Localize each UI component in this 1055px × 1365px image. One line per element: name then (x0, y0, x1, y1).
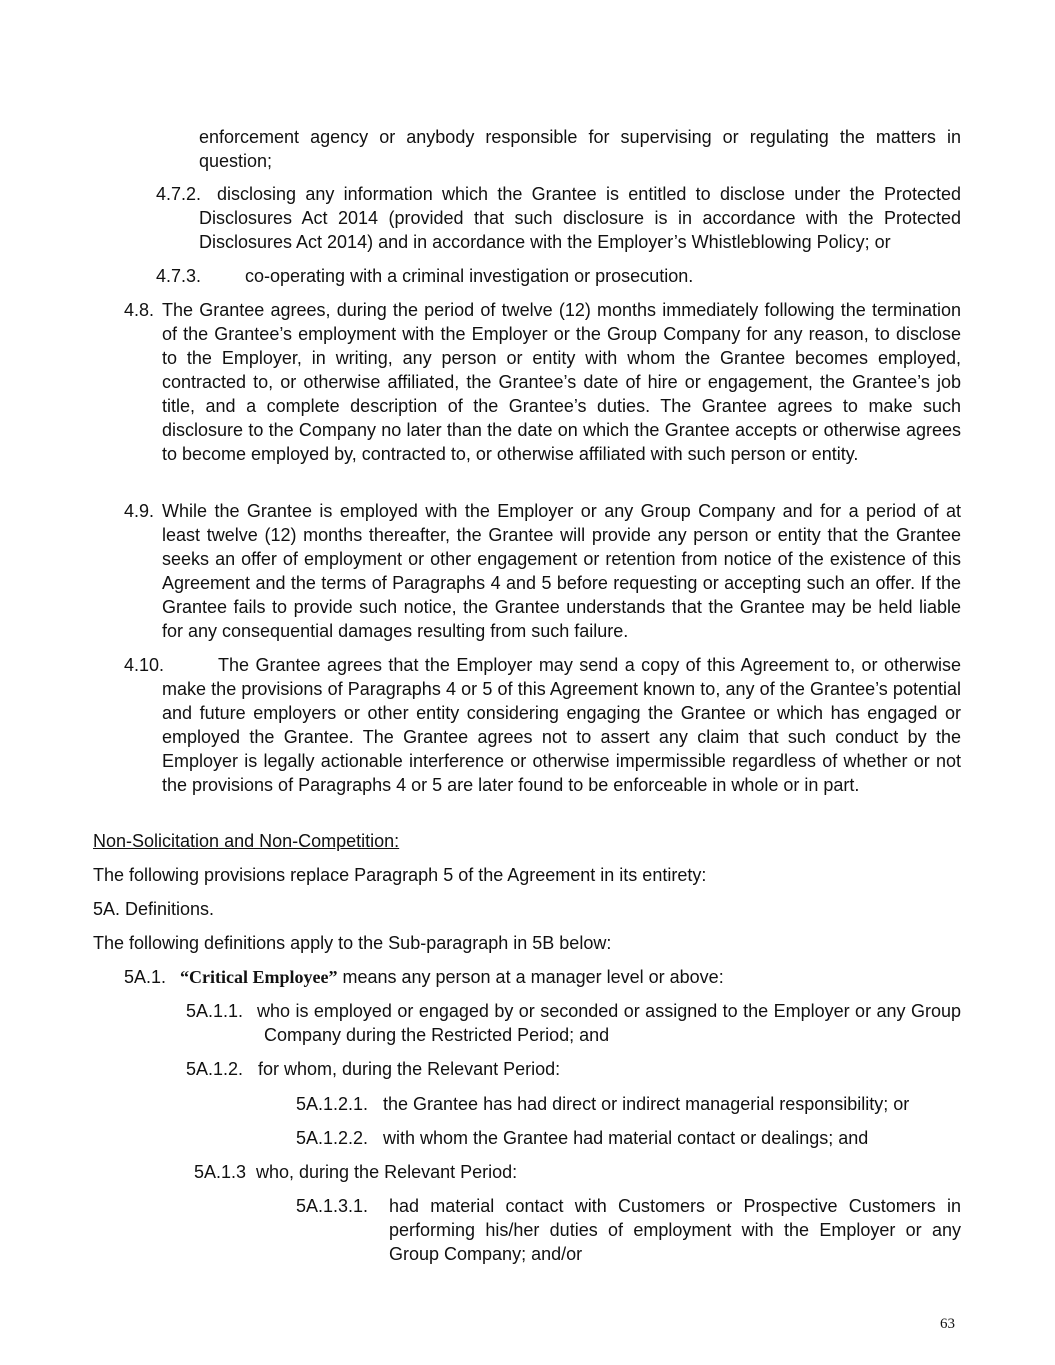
clause-number: 5A.1.2. (186, 1059, 244, 1079)
body-text: The following definitions apply to the Sub-paragraph in 5B below: (93, 933, 612, 953)
clause-text: The Grantee agrees that the Employer may send a copy of this Agreement to, or otherwise make the provisions of Paragraphs 4 or 5 of this Agreement known to, any of the Grantee’s potential and future employers or other entity considering engaging the Grantee or which has engaged or employed the Grantee. The Grantee agrees not to assert any claim that such conduct by the Employer is legally actionable interference or otherwise impermissible regardless of whether or not the provisions of Paragraphs 4 or 5 are later found to be enforceable in whole or in part. (162, 655, 961, 795)
clause-text: The Grantee agrees, during the period of twelve (12) months immediately following the termination of the Grantee’s employment with the Employer or the Group Company for any reason, to disclose to the Employer, in writing, any person or entity with whom the Grantee becomes employed, contracted to, or otherwise affiliated, the Grantee’s date of hire or engagement, the Grantee’s job title, and a complete description of the Grantee’s duties. The Grantee agrees to make such disclosure to the Company no later than the date on which the Grantee accepts or otherwise agrees to become employed by, contracted to, or otherwise affiliated with such person or entity. (162, 300, 961, 464)
defined-term: “Critical Employee” (180, 967, 338, 987)
continued-clause-text: enforcement agency or anybody responsible for supervising or regulating the matters in question; (199, 127, 961, 171)
clause-text: While the Grantee is employed with the Employer or any Group Company and for a period of at least twelve (12) months thereafter, the Grantee will provide any person or entity that the Grantee seeks an offer of employment or other engagement or retention from notice of the existence of this Agreement and the terms of Paragraphs 4 and 5 before requesting or accepting such an offer. If the Grantee fails to provide such notice, the Grantee understands that the Grantee may be held liable for any consequential damages resulting from such failure. (162, 501, 961, 641)
clause-number: 4.7.3. (156, 266, 202, 286)
clause-text: for whom, during the Relevant Period: (258, 1059, 561, 1079)
clause-number: 5A.1.3.1. (296, 1196, 369, 1216)
clause-text: had material contact with Customers or Prospective Customers in performing his/her duties of employment with the Employer or any Group Company; and/or (389, 1196, 961, 1264)
clause-text: with whom the Grantee had material contact or dealings; and (383, 1128, 869, 1148)
section-heading: Non-Solicitation and Non-Competition: (93, 831, 400, 851)
clause-text: disclosing any information which the Grantee is entitled to disclose under the Protected Disclosures Act 2014 (provided that such disclosure is in accordance with the Protected Disclosures Act 2014) and in accordance with the Employer’s Whistleblowing Policy; or (199, 184, 961, 252)
clause-number: 4.9. (124, 501, 155, 521)
clause-number: 5A.1. (124, 967, 167, 987)
clause-number: 4.7.2. (156, 184, 202, 204)
clause-text: who is employed or engaged by or seconded or assigned to the Employer or any Group Company during the Restricted Period; and (257, 1001, 961, 1045)
definition-line (180, 965, 724, 989)
clause-number: 5A.1.1. (186, 1001, 244, 1021)
clause-text: the Grantee has had direct or indirect managerial responsibility; or (383, 1094, 910, 1114)
clause-number: 4.8. (124, 300, 155, 320)
clause-number: 5A.1.2.2. (296, 1128, 369, 1148)
clause-text: who, during the Relevant Period: (256, 1162, 518, 1182)
body-text: The following provisions replace Paragraph 5 of the Agreement in its entirety: (93, 865, 707, 885)
clause-number: 5A.1.2.1. (296, 1094, 369, 1114)
clause-number: 4.10. (124, 655, 165, 675)
definitions-title: 5A. Definitions. (93, 899, 215, 919)
definition-text: means any person at a manager level or above: (337, 967, 724, 987)
clause-number: 5A.1.3 (194, 1162, 247, 1182)
page-number: 63 (940, 1316, 955, 1332)
clause-text: co-operating with a criminal investigation or prosecution. (245, 266, 694, 286)
